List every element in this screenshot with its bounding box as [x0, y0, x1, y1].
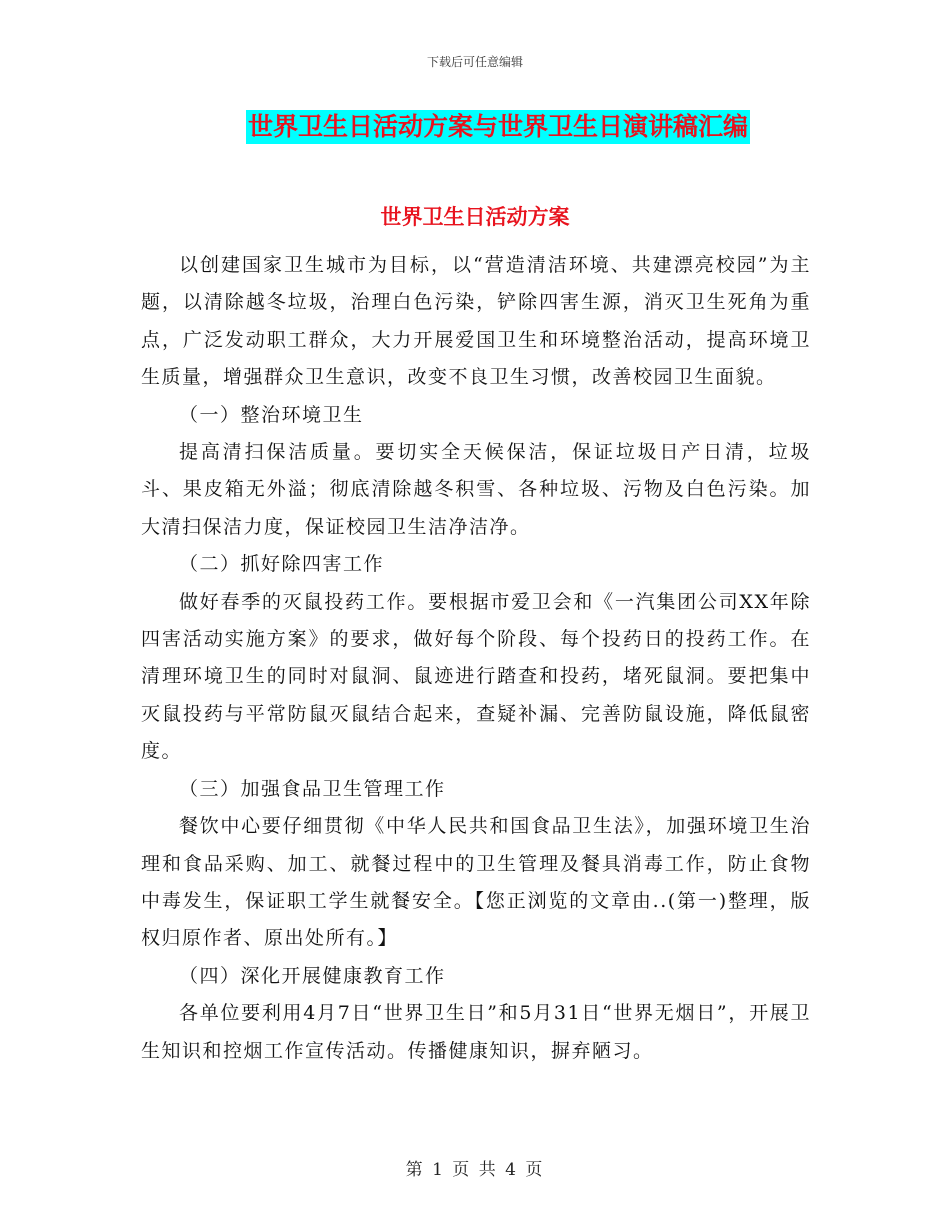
- paragraph-1: 提高清扫保洁质量。要切实全天候保洁，保证垃圾日产日清，垃圾斗、果皮箱无外溢；彻底清除越冬积雪、各种垃圾、污物及白色污染。加大清扫保洁力度，保证校园卫生洁净洁净。: [141, 441, 811, 538]
- document-body: [141, 247, 811, 1070]
- subheading-1: （一）整治环境卫生: [179, 403, 364, 426]
- subheading-4: （四）深化开展健康教育工作: [179, 964, 446, 987]
- paragraph-3: 餐饮中心要仔细贯彻《中华人民共和国食品卫生法》，加强环境卫生治理和食品采购、加工、就餐过程中的卫生管理及餐具消毒工作，防止食物中毒发生，保证职工学生就餐安全。【您正浏览的文章由..(第一)整理，版权归原作者、原出处所有。】: [141, 815, 811, 950]
- page-header-note: 下载后可任意编辑: [426, 55, 523, 69]
- paragraph-4: 各单位要利用4月7日“世界卫生日”和5月31日“世界无烟日”，开展卫生知识和控烟工作宣传活动。传播健康知识，摒弃陋习。: [141, 1002, 811, 1062]
- main-title: 世界卫生日活动方案与世界卫生日演讲稿汇编: [246, 110, 750, 144]
- subheading-3: （三）加强食品卫生管理工作: [179, 777, 446, 800]
- main-title-container: [0, 110, 950, 144]
- paragraph-2: 做好春季的灭鼠投药工作。要根据市爱卫会和《一汽集团公司XX年除四害活动实施方案》的要求，做好每个阶段、每个投药日的投药工作。在清理环境卫生的同时对鼠洞、鼠迹进行踏查和投药，堵死鼠洞。要把集中灭鼠投药与平常防鼠灭鼠结合起来，查疑补漏、完善防鼠设施，降低鼠密度。: [141, 590, 811, 763]
- intro-paragraph: 以创建国家卫生城市为目标，以“营造清洁环境、共建漂亮校园”为主题，以清除越冬垃圾，治理白色污染，铲除四害生源，消灭卫生死角为重点，广泛发动职工群众，大力开展爱国卫生和环境整治活动，提高环境卫生质量，增强群众卫生意识，改变不良卫生习惯，改善校园卫生面貌。: [141, 254, 811, 389]
- subheading-2: （二）抓好除四害工作: [179, 553, 385, 576]
- section-title: 世界卫生日活动方案: [380, 204, 570, 229]
- page-number-footer: 第 1 页 共 4 页: [405, 1160, 545, 1180]
